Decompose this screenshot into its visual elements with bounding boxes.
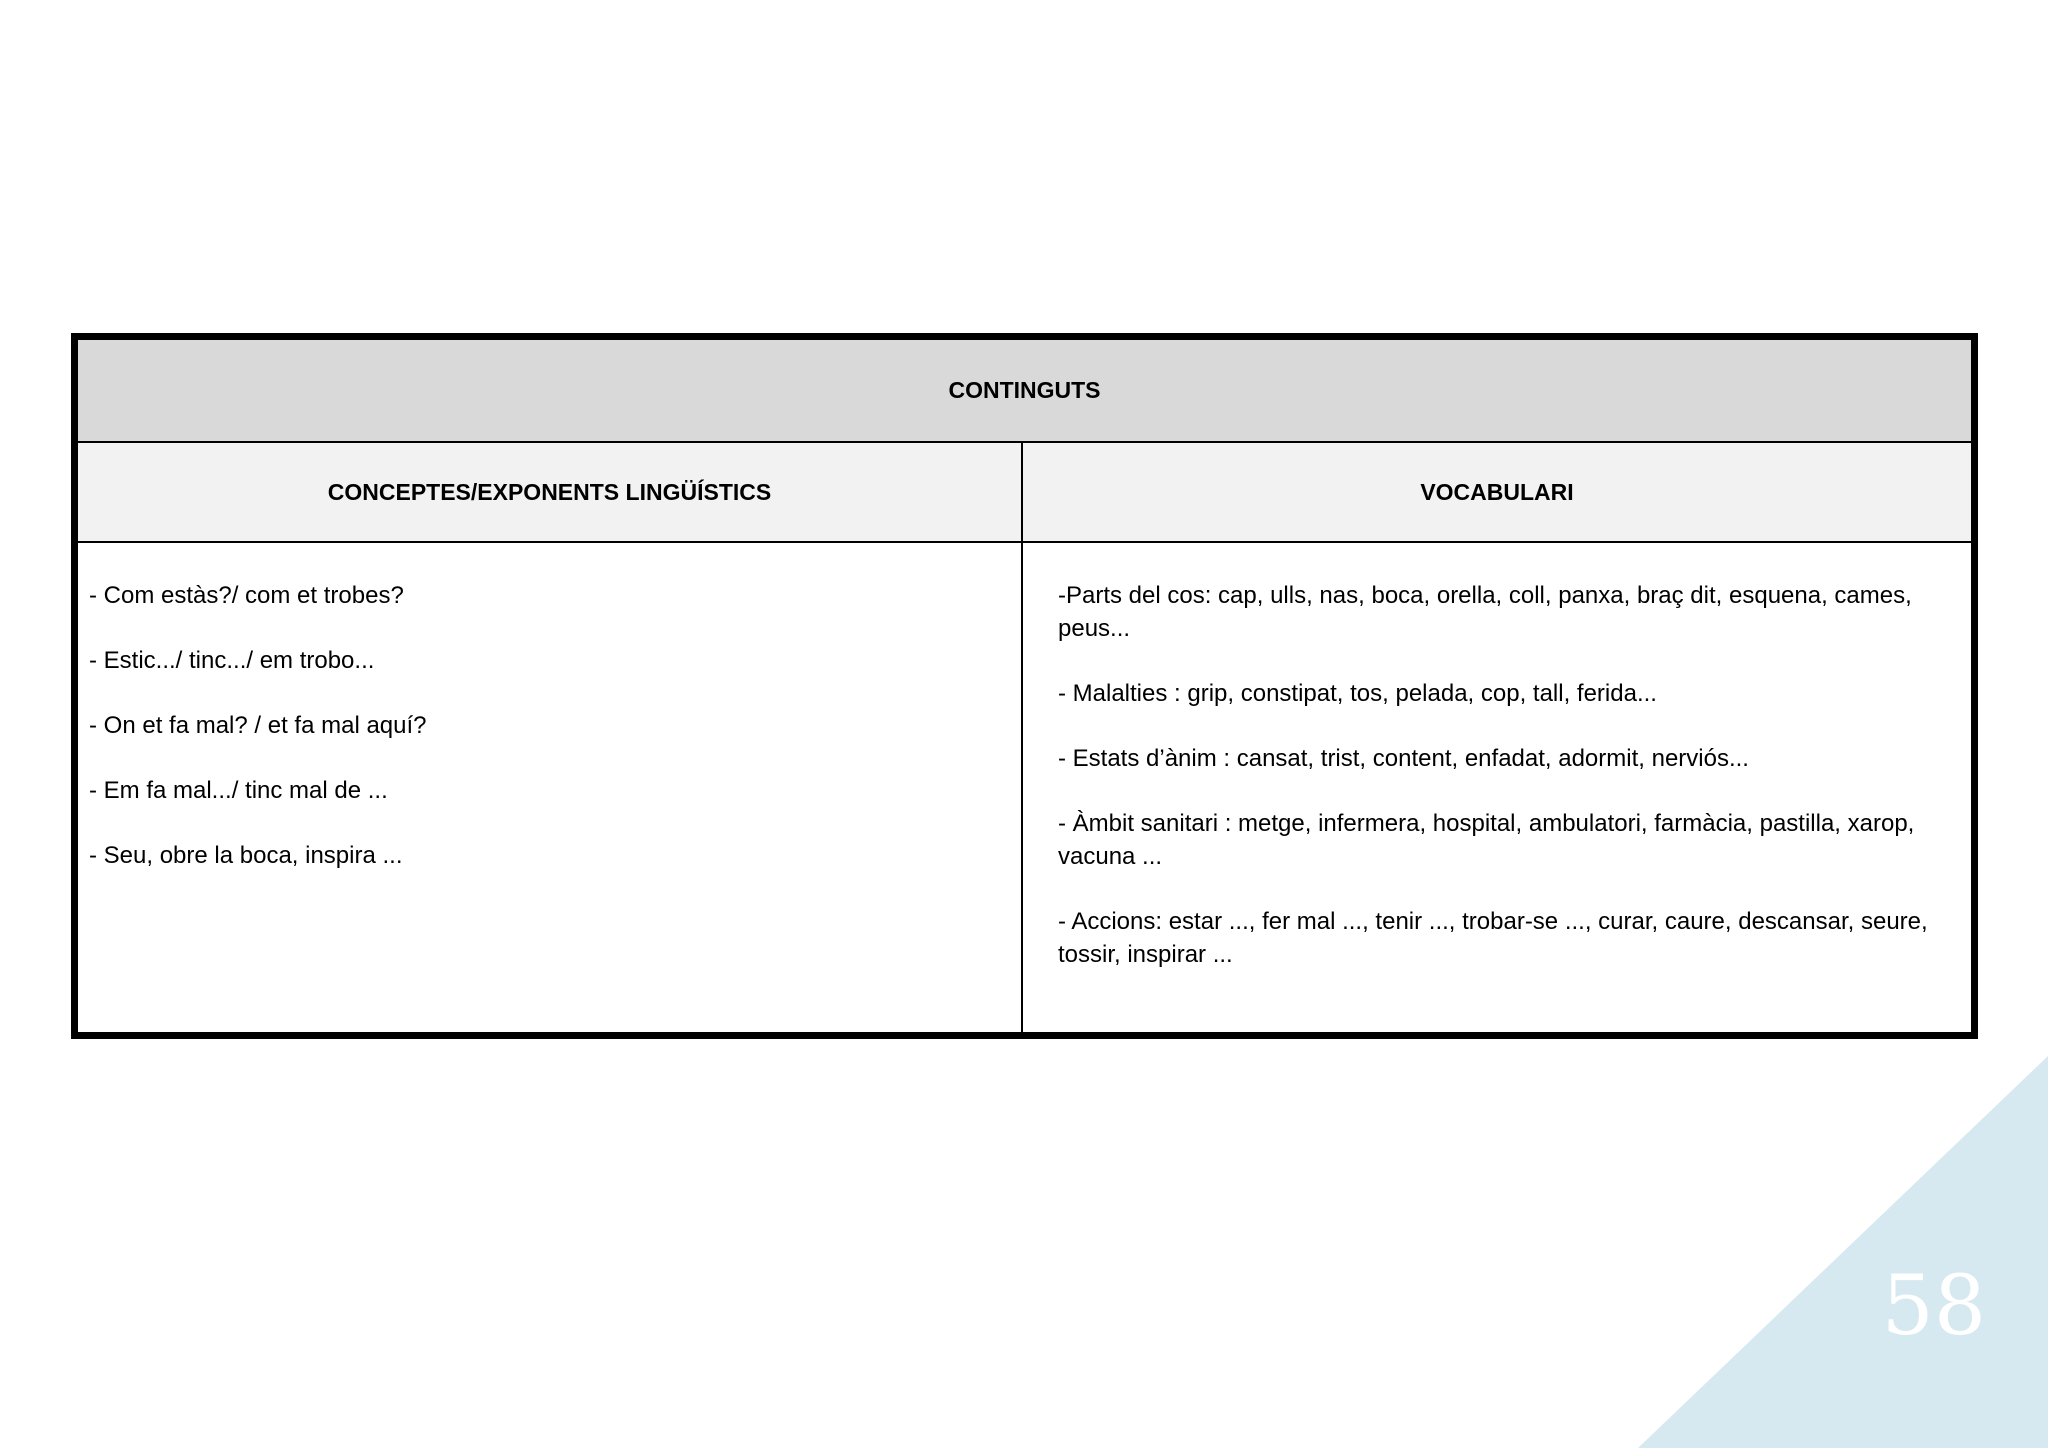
list-item: - On et fa mal? / et fa mal aquí? <box>89 712 427 739</box>
header-concepts: CONCEPTES/EXPONENTS LINGÜÍSTICS <box>78 443 1023 541</box>
header-vocabulary: VOCABULARI <box>1420 478 1574 505</box>
list-item: -Parts del cos: cap, ulls, nas, boca, orella, coll, panxa, braç dit, esquena, cames, peus... <box>1058 582 1912 642</box>
list-item: - Em fa mal.../ tinc mal de ... <box>89 777 388 804</box>
contents-table <box>71 333 1978 1039</box>
list-item: - Accions: estar ..., fer mal ..., tenir ..., trobar-se ..., curar, caure, descansar, seure, tossir, inspirar ... <box>1058 908 1928 968</box>
list-item: - Estats d’ànim : cansat, trist, content, enfadat, adormit, nerviós... <box>1058 745 1749 772</box>
list-item: - Com estàs?/ com et trobes? <box>89 582 404 609</box>
table-header-row <box>78 443 1971 543</box>
corner-decoration <box>1638 1056 2048 1448</box>
page-number: 58 <box>1881 1259 1986 1354</box>
vocabulary-cell <box>1023 543 1971 1032</box>
concepts-cell <box>78 543 1023 1032</box>
list-item: - Seu, obre la boca, inspira ... <box>89 842 403 869</box>
list-item: - Estic.../ tinc.../ em trobo... <box>89 647 375 674</box>
list-item: - Àmbit sanitari : metge, infermera, hospital, ambulatori, farmàcia, pastilla, xarop, vacuna ... <box>1058 810 1915 870</box>
table-title: CONTINGUTS <box>78 340 1971 443</box>
list-item: - Malalties : grip, constipat, tos, pelada, cop, tall, ferida... <box>1058 680 1657 707</box>
table-body-row <box>78 543 1971 1032</box>
